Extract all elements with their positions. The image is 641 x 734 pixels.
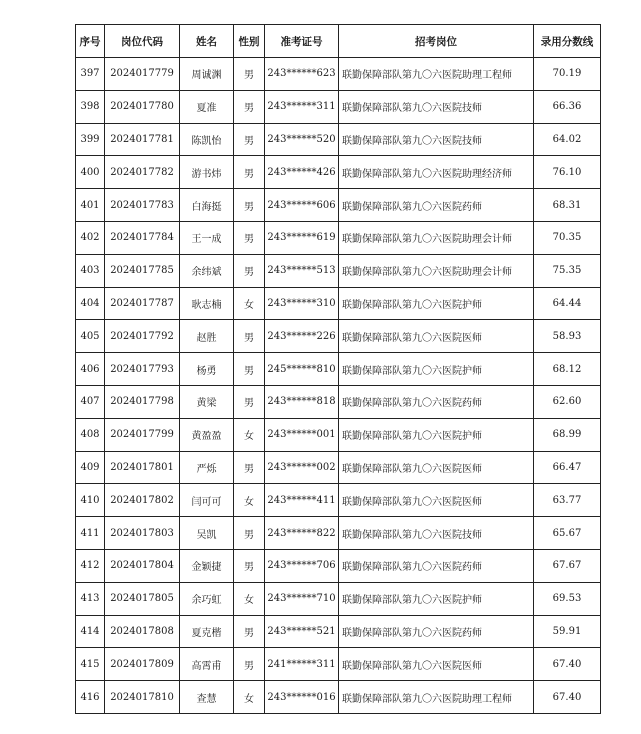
cell-exam-id: 243******818 [265, 385, 339, 418]
cell-seq: 399 [76, 123, 105, 156]
cell-score: 70.19 [534, 58, 601, 91]
cell-exam-id: 243******426 [265, 156, 339, 189]
cell-position: 联勤保障部队第九〇六医院助理会计师 [339, 221, 534, 254]
cell-gender: 男 [234, 58, 265, 91]
cell-score: 68.31 [534, 189, 601, 222]
cell-gender: 男 [234, 254, 265, 287]
cell-name: 王一成 [180, 221, 234, 254]
cell-exam-id: 243******710 [265, 582, 339, 615]
table-row [76, 385, 601, 418]
cell-seq: 414 [76, 615, 105, 648]
cell-position: 联勤保障部队第九〇六医院技师 [339, 517, 534, 550]
cell-name: 严烁 [180, 451, 234, 484]
cell-seq: 397 [76, 58, 105, 91]
table-row [76, 451, 601, 484]
table-row [76, 156, 601, 189]
table-row [76, 58, 601, 91]
cell-gender: 男 [234, 517, 265, 550]
cell-name: 查慧 [180, 681, 234, 714]
cell-exam-id: 243******016 [265, 681, 339, 714]
cell-seq: 416 [76, 681, 105, 714]
cell-name: 吴凯 [180, 517, 234, 550]
cell-gender: 女 [234, 418, 265, 451]
cell-score: 68.99 [534, 418, 601, 451]
cell-name: 余巧虹 [180, 582, 234, 615]
cell-exam-id: 243******411 [265, 484, 339, 517]
cell-post-code: 2024017785 [105, 254, 180, 287]
cell-exam-id: 243******001 [265, 418, 339, 451]
cell-post-code: 2024017779 [105, 58, 180, 91]
cell-post-code: 2024017787 [105, 287, 180, 320]
cell-position: 联勤保障部队第九〇六医院药师 [339, 189, 534, 222]
cell-score: 67.40 [534, 681, 601, 714]
cell-name: 杨勇 [180, 353, 234, 386]
cell-gender: 女 [234, 582, 265, 615]
table-row [76, 681, 601, 714]
cell-name: 赵胜 [180, 320, 234, 353]
cell-exam-id: 243******520 [265, 123, 339, 156]
cell-exam-id: 243******521 [265, 615, 339, 648]
col-header-position: 招考岗位 [339, 25, 534, 58]
cell-exam-id: 243******002 [265, 451, 339, 484]
cell-score: 63.77 [534, 484, 601, 517]
cell-seq: 412 [76, 549, 105, 582]
cell-score: 58.93 [534, 320, 601, 353]
cell-name: 闫可可 [180, 484, 234, 517]
table-row [76, 221, 601, 254]
header-row [76, 25, 601, 58]
cell-position: 联勤保障部队第九〇六医院药师 [339, 615, 534, 648]
cell-position: 联勤保障部队第九〇六医院医师 [339, 484, 534, 517]
table-header [76, 25, 601, 58]
cell-position: 联勤保障部队第九〇六医院技师 [339, 90, 534, 123]
cell-exam-id: 243******226 [265, 320, 339, 353]
col-header-score: 录用分数线 [534, 25, 601, 58]
cell-position: 联勤保障部队第九〇六医院助理会计师 [339, 254, 534, 287]
col-header-name: 姓名 [180, 25, 234, 58]
cell-score: 66.47 [534, 451, 601, 484]
cell-gender: 男 [234, 648, 265, 681]
cell-exam-id: 241******311 [265, 648, 339, 681]
cell-position: 联勤保障部队第九〇六医院助理工程师 [339, 58, 534, 91]
cell-name: 游书炜 [180, 156, 234, 189]
cell-position: 联勤保障部队第九〇六医院护师 [339, 287, 534, 320]
cell-post-code: 2024017803 [105, 517, 180, 550]
cell-position: 联勤保障部队第九〇六医院技师 [339, 123, 534, 156]
cell-post-code: 2024017809 [105, 648, 180, 681]
cell-position: 联勤保障部队第九〇六医院药师 [339, 385, 534, 418]
cell-exam-id: 243******606 [265, 189, 339, 222]
cell-name: 黄盈盈 [180, 418, 234, 451]
cell-position: 联勤保障部队第九〇六医院助理工程师 [339, 681, 534, 714]
cell-seq: 410 [76, 484, 105, 517]
cell-score: 68.12 [534, 353, 601, 386]
cell-post-code: 2024017793 [105, 353, 180, 386]
cell-score: 65.67 [534, 517, 601, 550]
cell-name: 黄梁 [180, 385, 234, 418]
cell-seq: 411 [76, 517, 105, 550]
table-row [76, 615, 601, 648]
cell-post-code: 2024017792 [105, 320, 180, 353]
cell-post-code: 2024017808 [105, 615, 180, 648]
table-row [76, 517, 601, 550]
table-body [76, 58, 601, 714]
cell-name: 周诚渊 [180, 58, 234, 91]
cell-seq: 409 [76, 451, 105, 484]
cell-gender: 男 [234, 189, 265, 222]
cell-gender: 男 [234, 353, 265, 386]
cell-post-code: 2024017784 [105, 221, 180, 254]
cell-seq: 405 [76, 320, 105, 353]
cell-post-code: 2024017798 [105, 385, 180, 418]
cell-exam-id: 243******311 [265, 90, 339, 123]
table-row [76, 320, 601, 353]
cell-name: 耿志楠 [180, 287, 234, 320]
cell-seq: 415 [76, 648, 105, 681]
cell-name: 白海挺 [180, 189, 234, 222]
cell-post-code: 2024017783 [105, 189, 180, 222]
table-row [76, 287, 601, 320]
cell-position: 联勤保障部队第九〇六医院医师 [339, 648, 534, 681]
cell-post-code: 2024017810 [105, 681, 180, 714]
cell-seq: 402 [76, 221, 105, 254]
cell-position: 联勤保障部队第九〇六医院护师 [339, 353, 534, 386]
cell-gender: 男 [234, 156, 265, 189]
table-row [76, 189, 601, 222]
cell-gender: 男 [234, 320, 265, 353]
cell-name: 高霄甫 [180, 648, 234, 681]
cell-name: 夏准 [180, 90, 234, 123]
cell-post-code: 2024017805 [105, 582, 180, 615]
cell-seq: 406 [76, 353, 105, 386]
cell-exam-id: 243******310 [265, 287, 339, 320]
col-header-gender: 性别 [234, 25, 265, 58]
admission-table [75, 24, 601, 714]
cell-post-code: 2024017801 [105, 451, 180, 484]
cell-post-code: 2024017782 [105, 156, 180, 189]
cell-score: 62.60 [534, 385, 601, 418]
cell-gender: 男 [234, 123, 265, 156]
cell-name: 余纬斌 [180, 254, 234, 287]
cell-post-code: 2024017804 [105, 549, 180, 582]
table-row [76, 648, 601, 681]
cell-post-code: 2024017799 [105, 418, 180, 451]
cell-seq: 400 [76, 156, 105, 189]
cell-exam-id: 243******619 [265, 221, 339, 254]
cell-post-code: 2024017802 [105, 484, 180, 517]
col-header-post-code: 岗位代码 [105, 25, 180, 58]
cell-seq: 398 [76, 90, 105, 123]
cell-post-code: 2024017780 [105, 90, 180, 123]
cell-gender: 女 [234, 484, 265, 517]
cell-seq: 404 [76, 287, 105, 320]
cell-score: 66.36 [534, 90, 601, 123]
cell-position: 联勤保障部队第九〇六医院护师 [339, 418, 534, 451]
cell-name: 金颖捷 [180, 549, 234, 582]
cell-name: 夏克楷 [180, 615, 234, 648]
col-header-seq: 序号 [76, 25, 105, 58]
cell-seq: 403 [76, 254, 105, 287]
table-row [76, 90, 601, 123]
cell-gender: 男 [234, 385, 265, 418]
cell-exam-id: 243******706 [265, 549, 339, 582]
cell-gender: 男 [234, 549, 265, 582]
cell-seq: 408 [76, 418, 105, 451]
cell-position: 联勤保障部队第九〇六医院护师 [339, 582, 534, 615]
cell-name: 陈凯怡 [180, 123, 234, 156]
table-row [76, 418, 601, 451]
cell-gender: 男 [234, 451, 265, 484]
cell-score: 75.35 [534, 254, 601, 287]
col-header-exam-id: 准考证号 [265, 25, 339, 58]
cell-gender: 女 [234, 681, 265, 714]
cell-post-code: 2024017781 [105, 123, 180, 156]
table-row [76, 549, 601, 582]
table-row [76, 582, 601, 615]
cell-score: 67.40 [534, 648, 601, 681]
table-row [76, 254, 601, 287]
cell-exam-id: 243******623 [265, 58, 339, 91]
cell-score: 64.02 [534, 123, 601, 156]
cell-position: 联勤保障部队第九〇六医院药师 [339, 549, 534, 582]
table-row [76, 353, 601, 386]
cell-seq: 407 [76, 385, 105, 418]
cell-seq: 413 [76, 582, 105, 615]
cell-score: 67.67 [534, 549, 601, 582]
cell-exam-id: 245******810 [265, 353, 339, 386]
table-row [76, 484, 601, 517]
cell-position: 联勤保障部队第九〇六医院医师 [339, 451, 534, 484]
cell-seq: 401 [76, 189, 105, 222]
cell-exam-id: 243******822 [265, 517, 339, 550]
cell-score: 69.53 [534, 582, 601, 615]
cell-gender: 女 [234, 287, 265, 320]
cell-exam-id: 243******513 [265, 254, 339, 287]
cell-gender: 男 [234, 90, 265, 123]
table-row [76, 123, 601, 156]
cell-position: 联勤保障部队第九〇六医院医师 [339, 320, 534, 353]
cell-score: 76.10 [534, 156, 601, 189]
cell-score: 70.35 [534, 221, 601, 254]
cell-gender: 男 [234, 221, 265, 254]
cell-score: 59.91 [534, 615, 601, 648]
cell-gender: 男 [234, 615, 265, 648]
cell-position: 联勤保障部队第九〇六医院助理经济师 [339, 156, 534, 189]
cell-score: 64.44 [534, 287, 601, 320]
